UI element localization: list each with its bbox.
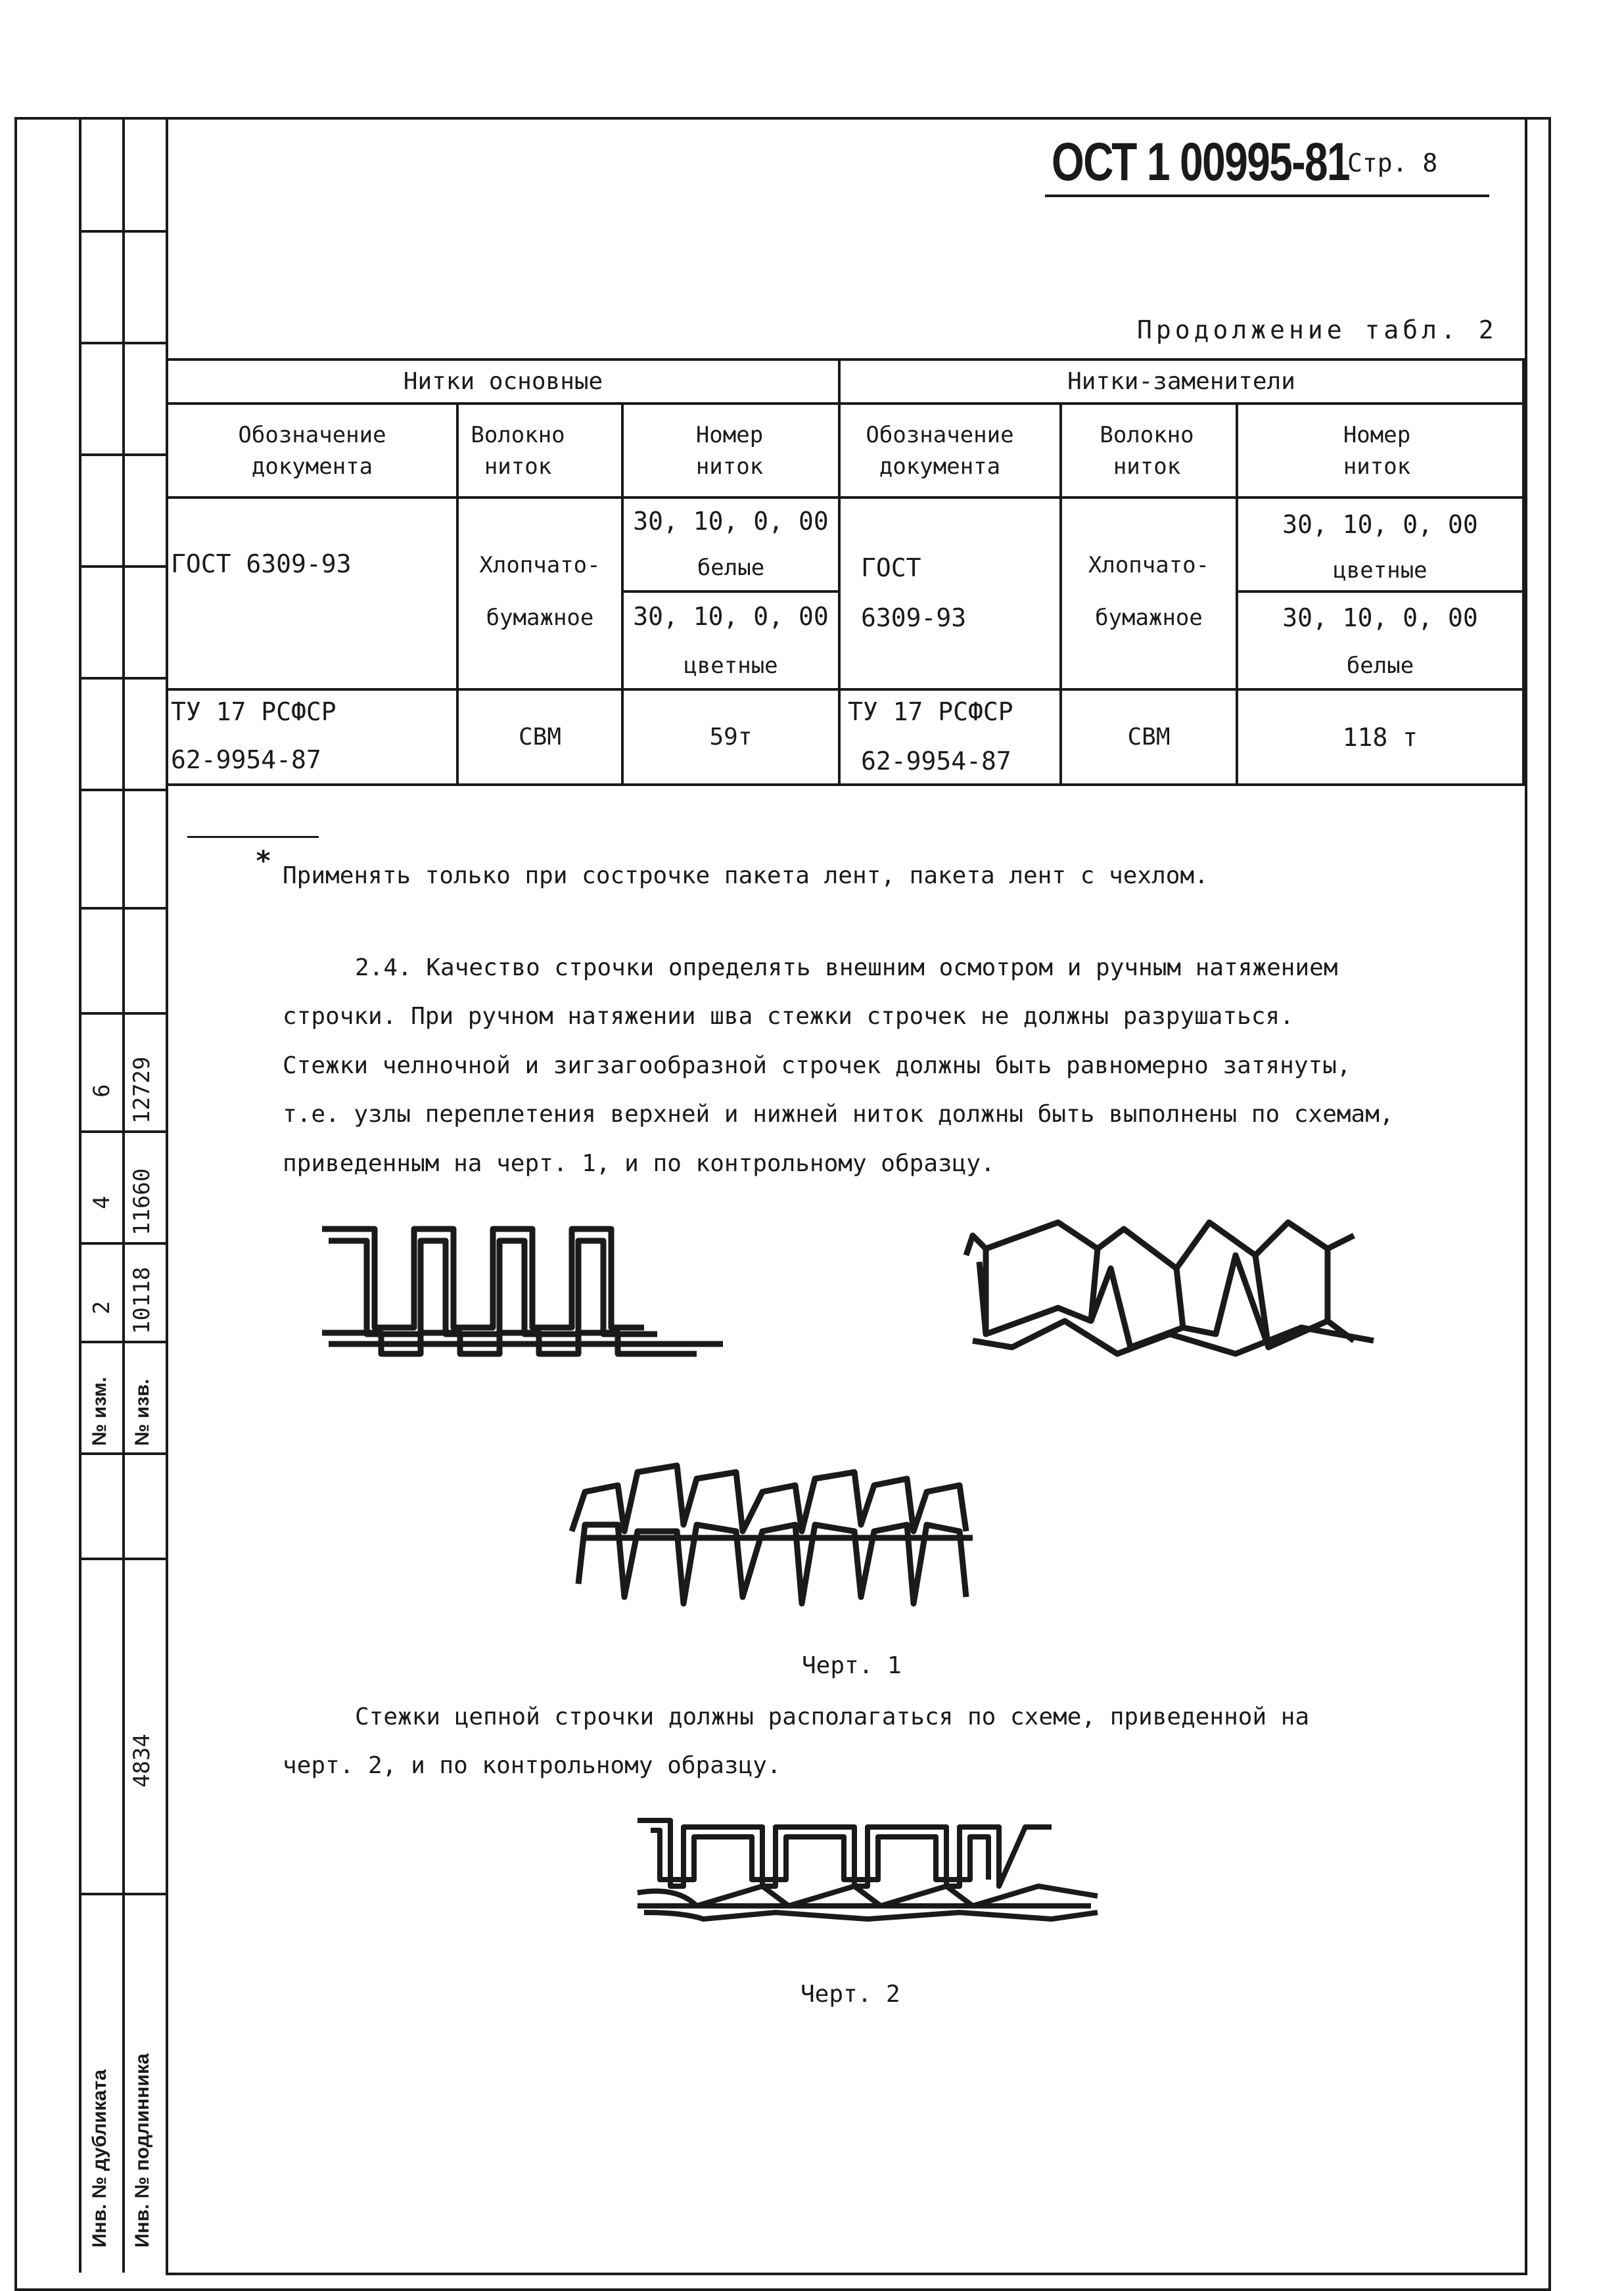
strip-line xyxy=(79,789,166,791)
label-notice-no: № изв. xyxy=(131,1379,153,1446)
para-line-1: 2.4. Качество строчки определять внешним осмотром и ручным натяжением xyxy=(355,954,1338,981)
row1-num-sub-2: 30, 10, 0, 00 xyxy=(1282,603,1478,632)
row2-doc-main-1: ТУ 17 РСФСР xyxy=(171,697,336,726)
notice-num-2: 11660 xyxy=(129,1168,155,1236)
col-header-number-sub: Номер ниток xyxy=(1343,421,1411,480)
chain-para-line-2: черт. 2, и по контрольному образцу. xyxy=(283,1752,781,1779)
row2-fiber-main: СВМ xyxy=(518,723,562,751)
notice-num-3: 12729 xyxy=(129,1056,155,1124)
zigzag-rect-diagram xyxy=(565,1452,986,1610)
col-header-doc-main: Обозначение документа xyxy=(238,421,386,480)
row1-num-main-1b: белые xyxy=(697,555,765,581)
strip-line xyxy=(79,677,166,680)
strip-line xyxy=(79,1452,166,1455)
para-line-5: приведенным на черт. 1, и по контрольному образцу. xyxy=(283,1150,995,1177)
footnote-text: Применять только при сострочке пакета лент, пакета лент с чехлом. xyxy=(283,862,1209,889)
strip-line xyxy=(79,1012,166,1015)
strip-divider-2 xyxy=(122,117,125,2273)
strip-line xyxy=(79,1893,166,1895)
group-header-main: Нитки основные xyxy=(403,367,603,395)
table-line xyxy=(621,590,838,593)
strip-divider-1 xyxy=(79,117,81,2273)
chain-para-line-1: Стежки цепной строчки должны располагаться по схеме, приведенной на xyxy=(355,1703,1310,1730)
strip-line xyxy=(79,1558,166,1560)
change-num-3: 6 xyxy=(89,1084,115,1098)
para-line-3: Стежки челночной и зигзагообразной строчек должны быть равномерно затянуты, xyxy=(283,1052,1351,1079)
row1-doc-sub-1: ГОСТ xyxy=(861,553,921,582)
row2-num-main: 59т xyxy=(709,723,753,751)
row1-doc-sub-2: 6309-93 xyxy=(861,603,967,632)
figure1-caption: Черт. 1 xyxy=(802,1652,902,1679)
page-number: Стр. 8 xyxy=(1347,149,1438,177)
header-underline xyxy=(1045,195,1489,197)
group-header-substitute: Нитки-заменители xyxy=(1067,367,1295,395)
row1-num-sub-1: 30, 10, 0, 00 xyxy=(1282,510,1478,539)
footnote-rule xyxy=(187,836,319,838)
change-num-2: 4 xyxy=(89,1195,115,1209)
row1-num-sub-1b: цветные xyxy=(1333,557,1427,584)
table-line xyxy=(166,783,1525,786)
label-change-no: № изм. xyxy=(89,1377,110,1446)
table-line xyxy=(1522,358,1525,785)
label-dup-inv: Инв. № дубликата xyxy=(89,2069,110,2248)
notice-num-1: 10118 xyxy=(129,1266,155,1334)
row1-fiber-sub: Хлопчато-бумажное xyxy=(1088,552,1210,631)
row1-num-main-2: 30, 10, 0, 00 xyxy=(633,602,829,631)
col-header-doc-sub: Обозначение документа xyxy=(866,421,1014,480)
row1-num-main-2b: цветные xyxy=(684,653,778,679)
table-line xyxy=(166,496,1525,499)
lockstitch-diagram xyxy=(315,1216,736,1360)
strip-line xyxy=(79,342,166,344)
para-line-2: строчки. При ручном натяжении шва стежки строчек не должны разрушаться. xyxy=(283,1003,1294,1030)
col-header-number-main: Номер ниток xyxy=(695,421,764,480)
row2-doc-sub-1: ТУ 17 РСФСР xyxy=(848,697,1013,726)
table-caption: Продолжение табл. 2 xyxy=(1137,315,1498,344)
label-orig-inv: Инв. № подлинника xyxy=(131,2053,153,2248)
zigzag-diamond-diagram xyxy=(960,1209,1380,1360)
row2-fiber-sub: СВМ xyxy=(1127,723,1171,751)
strip-line xyxy=(79,453,166,456)
strip-line xyxy=(79,907,166,910)
row1-num-sub-2b: белые xyxy=(1346,653,1414,679)
table-line xyxy=(1236,590,1525,593)
row1-num-main-1: 30, 10, 0, 00 xyxy=(633,507,829,536)
row1-fiber-main: Хлопчато-бумажное xyxy=(479,552,601,631)
row1-doc-main: ГОСТ 6309-93 xyxy=(171,549,352,578)
col-header-fiber-main: Волокно ниток xyxy=(471,421,565,480)
footnote-asterisk: * xyxy=(255,845,272,877)
strip-line xyxy=(79,1341,166,1343)
figure2-caption: Черт. 2 xyxy=(800,1981,900,2008)
strip-line xyxy=(79,1130,166,1133)
strip-line xyxy=(79,1242,166,1245)
change-num-1: 2 xyxy=(89,1301,115,1314)
strip-line xyxy=(79,230,166,233)
col-header-fiber-sub: Волокно ниток xyxy=(1100,421,1194,480)
row2-doc-sub-2: 62-9954-87 xyxy=(861,747,1011,775)
document-code: ОСТ 1 00995-81 xyxy=(1052,132,1349,192)
chainstitch-diagram xyxy=(631,1814,1104,1926)
strip-line xyxy=(79,565,166,568)
row2-doc-main-2: 62-9954-87 xyxy=(171,745,321,774)
dup-number: 4834 xyxy=(129,1734,155,1788)
row2-num-sub: 118 т xyxy=(1342,722,1418,752)
para-line-4: т.е. узлы переплетения верхней и нижней ниток должны быть выполнены по схемам, xyxy=(283,1101,1394,1128)
table-line xyxy=(838,358,841,785)
